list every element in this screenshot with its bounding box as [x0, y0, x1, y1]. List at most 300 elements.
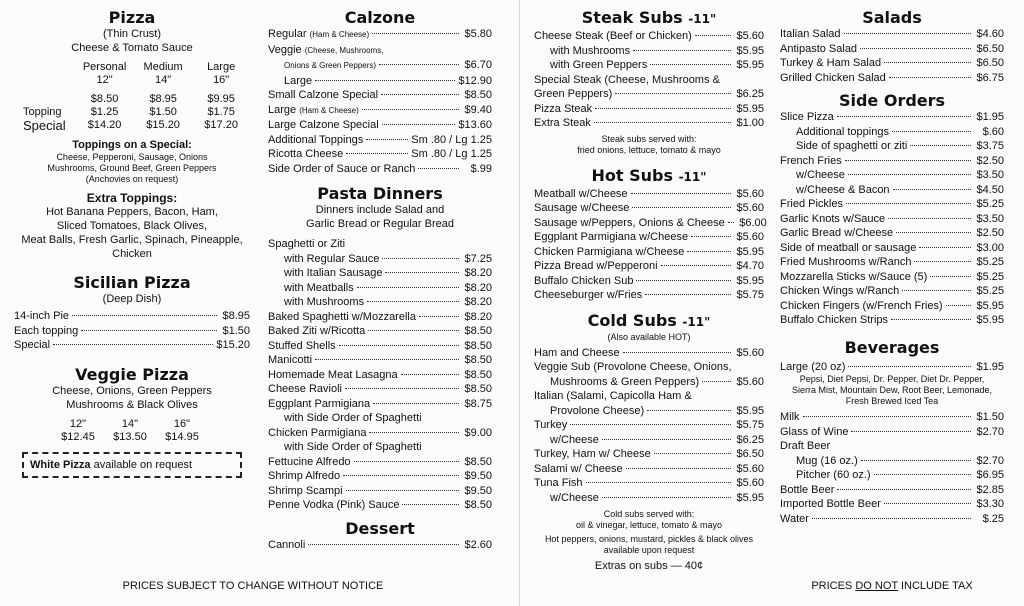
item-price: $6.00 [739, 216, 767, 229]
dot-leader [687, 250, 731, 252]
item-price: $5.75 [736, 419, 764, 431]
item-name: with Side Order of Spaghetti [284, 441, 422, 453]
item-price: $2.50 [976, 154, 1004, 167]
dot-leader [594, 121, 731, 123]
item-price: $8.20 [464, 296, 492, 308]
item-name: Buffalo Chicken Sub [534, 274, 634, 287]
menu-item [534, 375, 764, 390]
item-name: Provolone Cheese) [550, 404, 645, 417]
item-name: Eggplant Parmigiana [268, 397, 371, 410]
item-name: Mushrooms & Green Peppers) [550, 375, 700, 388]
dot-leader [874, 473, 971, 475]
item-name: Cheese Steak (Beef or Chicken) [534, 30, 692, 42]
menu-item: Large (20 oz) $1.95 [780, 360, 1004, 373]
item-price: $2.70 [976, 454, 1004, 467]
item-name: Mug (16 oz.) [796, 454, 858, 467]
item-name: w/Cheese [550, 433, 599, 446]
item-price: $8.75 [464, 397, 492, 410]
dot-leader [902, 289, 971, 291]
menu-item [268, 295, 492, 310]
cold-note: available upon request [603, 545, 695, 555]
menu-item [534, 462, 764, 477]
menu-item [534, 230, 764, 245]
dot-leader [631, 192, 731, 194]
dot-leader [623, 351, 731, 353]
item-name: w/Cheese [550, 491, 599, 504]
menu-item [534, 201, 764, 216]
sicilian-sub: (Deep Dish) [102, 293, 162, 305]
column-subs [534, 8, 767, 573]
soda-list: Sierra Mist, Mountain Dew, Root Beer, Lemonade, [791, 385, 993, 395]
item-price: $2.70 [976, 425, 1004, 438]
dot-leader [385, 271, 459, 273]
column-calzone [268, 8, 492, 552]
menu-item: 14-inch Pie $8.95 [14, 310, 250, 322]
item-name: Ham and Cheese [534, 346, 620, 359]
beverages-title: Beverages [844, 337, 940, 357]
dot-leader [914, 260, 971, 262]
dot-leader [846, 202, 971, 204]
hot-list [534, 187, 767, 303]
menu-item [780, 42, 1004, 57]
item-price: $8.20 [464, 281, 492, 294]
dot-leader [695, 34, 731, 36]
dot-leader [595, 107, 731, 109]
menu-item [780, 425, 1004, 440]
menu-item [780, 168, 1004, 183]
menu-item [268, 237, 492, 252]
topping-price: $1.25 [90, 106, 119, 118]
extra-toppings: Hot Banana Peppers, Bacon, Ham, [46, 206, 218, 218]
dot-leader [586, 481, 731, 483]
dot-leader [884, 61, 971, 63]
item-price: $5.25 [976, 256, 1004, 268]
item-price: $5.95 [736, 274, 764, 287]
steak-note: fried onions, lettuce, tomato & mayo [577, 144, 721, 155]
item-name: Fried Pickles [780, 198, 843, 210]
dot-leader [636, 279, 731, 281]
menu-item [534, 58, 764, 73]
item-price: $5.95 [736, 491, 764, 504]
item-name: Sausage w/Peppers, Onions & Cheese [534, 216, 725, 229]
menu-item [268, 498, 492, 513]
menu-item [268, 411, 492, 426]
dot-leader [346, 489, 459, 491]
topping-price: $1.50 [149, 106, 177, 118]
footer-right: PRICES DO NOT INCLUDE TAX [811, 580, 973, 592]
item-price: $1.00 [736, 117, 764, 129]
item-name: Italian (Salami, Capicolla Ham & [534, 390, 692, 402]
dot-leader [946, 304, 971, 306]
menu-item [268, 426, 492, 441]
item-price: $5.95 [976, 299, 1004, 312]
item-price: $5.60 [736, 187, 764, 200]
menu-item [780, 139, 1004, 154]
dot-leader [845, 159, 971, 161]
soda-list: Fresh Brewed Iced Tea [845, 396, 939, 406]
item-price: $3.00 [976, 241, 1004, 254]
dot-leader [803, 415, 971, 417]
cold-sub: (Also available HOT) [607, 331, 691, 342]
menu-item: Large $12.90 [284, 74, 492, 87]
menu-item: Side Order of Sauce or Ranch $.99 [268, 162, 492, 175]
steak-note: Steak subs served with: [601, 133, 697, 144]
soda-list: Pepsi, Diet Pepsi, Dr. Pepper, Diet Dr. Pepper, [799, 374, 985, 384]
special-price: $15.20 [146, 119, 180, 131]
dot-leader [401, 373, 459, 375]
column-pizza [14, 8, 250, 478]
item-price: $5.60 [736, 346, 764, 359]
dot-leader [602, 438, 731, 440]
item-price: $9.00 [464, 426, 492, 439]
dot-leader [570, 423, 731, 425]
dot-leader [848, 173, 971, 175]
item-name: French Fries [780, 154, 842, 167]
dot-leader [367, 300, 459, 302]
dot-leader [812, 517, 971, 519]
menu-item [534, 44, 764, 59]
menu-item [534, 491, 764, 506]
pasta-sub: Dinners include Salad and [315, 204, 445, 216]
item-name: with Regular Sauce [284, 252, 380, 265]
menu-item [534, 187, 764, 202]
cold-note: Cold subs served with: [603, 509, 695, 519]
item-price: $8.20 [464, 310, 492, 323]
item-name: Stuffed Shells [268, 339, 336, 352]
dot-leader [357, 286, 459, 288]
item-name: Manicotti [268, 354, 313, 366]
menu-item [780, 56, 1004, 71]
dot-leader [315, 358, 459, 360]
menu-item [534, 102, 764, 117]
item-price: $1.95 [976, 111, 1004, 123]
item-price: $8.50 [464, 368, 492, 381]
dot-leader [884, 502, 971, 504]
item-name: with Meatballs [284, 281, 354, 294]
item-name: Meatball w/Cheese [534, 187, 628, 200]
item-price: $3.50 [976, 212, 1004, 225]
special-toppings: (Anchovies on request) [85, 174, 179, 184]
menu-item: Large Calzone Special $13.60 [268, 119, 492, 131]
menu-item [780, 299, 1004, 314]
pasta-sub: Garlic Bread or Regular Bread [306, 218, 454, 230]
item-name: with Side Order of Spaghetti [284, 412, 422, 424]
item-name: Grilled Chicken Salad [780, 71, 886, 84]
sicilian-title: Sicilian Pizza [73, 273, 191, 292]
menu-item [534, 116, 764, 131]
item-price: $8.20 [464, 267, 492, 279]
item-name: Side of meatball or sausage [780, 241, 917, 254]
menu-item [780, 27, 1004, 42]
item-price: $8.50 [464, 499, 492, 511]
menu-item [780, 497, 1004, 512]
special-price: $17.20 [204, 119, 238, 131]
item-price: $5.25 [976, 270, 1004, 283]
item-name: Pitcher (60 oz.) [796, 469, 871, 481]
item-name: w/Cheese & Bacon [796, 183, 890, 196]
item-name: Water [780, 512, 809, 525]
column-salads [780, 8, 1004, 526]
item-name: Italian Salad [780, 28, 841, 40]
item-price: $8.50 [464, 383, 492, 395]
size-inches: 16" [213, 74, 230, 86]
beverage-list [780, 410, 1004, 526]
dot-leader [345, 387, 459, 389]
menu-item [780, 197, 1004, 212]
item-name: Eggplant Parmigiana w/Cheese [534, 231, 689, 243]
dot-leader [851, 430, 971, 432]
dot-leader [633, 49, 731, 51]
menu-item: Ricotta Cheese Sm .80 / Lg 1.25 [268, 148, 492, 160]
item-price: $7.25 [464, 252, 492, 265]
dot-leader [602, 496, 731, 498]
menu-item [780, 110, 1004, 125]
menu-item [268, 455, 492, 470]
menu-item [534, 259, 764, 274]
item-price: $6.75 [976, 71, 1004, 84]
item-price: $8.50 [464, 339, 492, 352]
item-name: Side of spaghetti or ziti [796, 140, 908, 152]
item-price: $4.70 [736, 260, 764, 272]
item-name: Pizza Steak [534, 102, 593, 115]
item-name: Imported Bottle Beer [780, 498, 881, 510]
menu-item [534, 245, 764, 260]
salads-list [780, 27, 1004, 85]
menu-item [780, 512, 1004, 527]
menu-item [780, 226, 1004, 241]
item-price: $5.95 [736, 404, 764, 417]
veggie-sub: Mushrooms & Black Olives [66, 398, 198, 411]
item-price: $4.60 [976, 28, 1004, 40]
special-price: $14.20 [87, 119, 122, 131]
fold-line [519, 0, 520, 606]
item-name: Green Peppers) [534, 88, 613, 100]
menu-item [534, 447, 764, 462]
size-price: $9.95 [207, 93, 235, 105]
dot-leader [369, 431, 459, 433]
item-name: Chicken Parmigiana w/Cheese [534, 245, 685, 258]
item-price: $4.50 [976, 183, 1004, 196]
menu-item [780, 468, 1004, 483]
item-name: with Italian Sausage [284, 267, 383, 279]
steak-list [534, 29, 764, 131]
size-inches: 14" [155, 74, 172, 86]
menu-item [534, 418, 764, 433]
pizza-size-table [20, 61, 250, 132]
menu-item [780, 313, 1004, 328]
dot-leader [354, 460, 459, 462]
size-inches: 12" [96, 74, 113, 86]
dot-leader [382, 257, 459, 259]
extra-toppings: Chicken [112, 248, 152, 260]
menu-item [534, 288, 764, 303]
item-price: $9.50 [464, 484, 492, 497]
sides-list [780, 110, 1004, 328]
menu-item [534, 274, 764, 289]
dessert-title: Dessert [345, 518, 415, 538]
extra-toppings: Meat Balls, Fresh Garlic, Spinach, Pineapple, [21, 234, 243, 246]
menu-item [780, 154, 1004, 169]
menu-item [780, 439, 1004, 454]
item-price: $.60 [982, 125, 1004, 138]
dot-leader [661, 264, 731, 266]
item-price: $6.50 [976, 42, 1004, 55]
item-price: $5.60 [736, 231, 764, 243]
dot-leader [343, 474, 459, 476]
menu-item [780, 71, 1004, 86]
item-name: Turkey & Ham Salad [780, 57, 882, 69]
item-price: $9.50 [464, 470, 492, 482]
menu-item [534, 73, 764, 88]
item-price: $5.60 [736, 30, 764, 42]
menu-item [268, 368, 492, 383]
item-name: Shrimp Alfredo [268, 470, 341, 482]
menu-item [268, 266, 492, 281]
item-price: $3.30 [976, 498, 1004, 510]
item-name: with Mushrooms [284, 296, 365, 308]
item-price: $6.95 [976, 469, 1004, 481]
item-name: Antipasto Salad [780, 42, 858, 55]
item-name: Penne Vodka (Pink) Sauce [268, 499, 400, 511]
size-price: $8.95 [149, 93, 177, 105]
item-price: $5.60 [736, 477, 764, 489]
item-name: Salami w/ Cheese [534, 462, 623, 475]
cold-title: Cold Subs -11" [587, 310, 711, 330]
menu-item [780, 212, 1004, 227]
special-toppings: Mushrooms, Ground Beef, Green Peppers [47, 163, 217, 173]
menu-item [268, 353, 492, 368]
item-price: $5.95 [736, 44, 764, 57]
item-name: Draft Beer [780, 440, 831, 452]
item-name: Cheese Ravioli [268, 383, 342, 395]
size-label: Personal [82, 61, 127, 73]
item-name: Spaghetti or Ziti [268, 238, 346, 250]
item-name: w/Cheese [796, 169, 845, 181]
dot-leader [919, 246, 971, 248]
item-price: $8.50 [464, 354, 492, 366]
item-price: $5.95 [736, 59, 764, 71]
menu-item [780, 454, 1004, 469]
item-name: Shrimp Scampi [268, 484, 343, 497]
item-price: $2.50 [976, 227, 1004, 239]
topping-label: Topping [23, 106, 62, 118]
topping-price: $1.75 [207, 106, 235, 118]
menu-item [268, 310, 492, 325]
item-name: Buffalo Chicken Strips [780, 314, 889, 326]
dot-leader [892, 130, 971, 132]
pizza-sauce: Cheese & Tomato Sauce [71, 42, 193, 54]
item-name: Pizza Bread w/Pepperoni [534, 260, 658, 272]
menu-item [780, 183, 1004, 198]
menu-item: Small Calzone Special $8.50 [268, 89, 492, 101]
white-pizza-label: White Pizza [30, 458, 91, 471]
item-price: $6.50 [736, 448, 764, 460]
dot-leader [654, 452, 731, 454]
menu-item [780, 255, 1004, 270]
dot-leader [691, 235, 731, 237]
item-price: $8.50 [464, 325, 492, 337]
menu-item [780, 270, 1004, 285]
item-price: $5.60 [736, 202, 764, 214]
dot-leader [702, 380, 731, 382]
dot-leader [896, 231, 971, 233]
item-price: $6.25 [736, 433, 764, 446]
item-price: $2.85 [976, 483, 1004, 496]
dot-leader [615, 92, 731, 94]
footer-left: PRICES SUBJECT TO CHANGE WITHOUT NOTICE [122, 580, 384, 592]
white-pizza-box [22, 452, 242, 478]
dot-leader [893, 188, 971, 190]
menu-item [534, 476, 764, 491]
menu-item [268, 324, 492, 339]
dot-leader [339, 344, 459, 346]
item-name: Mozzarella Sticks w/Sauce (5) [780, 270, 928, 283]
item-name: with Mushrooms [550, 44, 631, 57]
menu-item [268, 469, 492, 484]
menu-item [534, 29, 764, 44]
item-price: $3.75 [976, 140, 1004, 152]
veggie-size-table: 12" 14" 16" $12.45 $13.50 $14.95 [61, 417, 199, 443]
item-price: $5.75 [736, 289, 764, 301]
veggie-sub: Cheese, Onions, Green Peppers [52, 384, 212, 397]
dot-leader [373, 402, 459, 404]
item-name: Bottle Beer [780, 483, 835, 496]
dot-leader [889, 76, 971, 78]
salads-title: Salads [862, 8, 922, 27]
menu-item [268, 397, 492, 412]
veggie-title: Veggie Pizza [75, 364, 189, 384]
item-name: Chicken Wings w/Ranch [780, 285, 900, 297]
menu-item [268, 252, 492, 267]
item-price: $1.50 [976, 411, 1004, 423]
item-name: Milk [780, 411, 800, 423]
extras-note: Extras on subs — 40¢ [594, 560, 704, 572]
menu-item: Each topping $1.50 [14, 324, 250, 337]
menu-item [268, 484, 492, 499]
pizza-crust: (Thin Crust) [102, 28, 162, 40]
dot-leader [402, 503, 459, 505]
dot-leader [728, 221, 734, 223]
item-name: Glass of Wine [780, 425, 849, 438]
dot-leader [910, 144, 971, 146]
item-name: Turkey, Ham w/ Cheese [534, 448, 651, 460]
special-label: Special [23, 118, 66, 133]
item-name: Garlic Knots w/Sauce [780, 212, 886, 225]
calzone-title: Calzone [344, 8, 416, 27]
extra-toppings: Sliced Tomatoes, Black Olives, [56, 220, 208, 232]
menu-item: Additional Toppings Sm .80 / Lg 1.25 [268, 133, 492, 146]
item-price: $.25 [982, 512, 1004, 525]
menu-item [534, 216, 767, 231]
menu-item [268, 339, 492, 354]
dot-leader [837, 488, 971, 490]
steak-title: Steak Subs -11" [581, 8, 717, 27]
menu-item: Cannoli $2.60 [268, 538, 492, 551]
menu-item [780, 241, 1004, 256]
item-price: $5.25 [976, 198, 1004, 210]
item-name: with Green Peppers [550, 59, 648, 71]
sides-title: Side Orders [838, 91, 946, 110]
pasta-title: Pasta Dinners [317, 184, 443, 203]
item-price: $5.60 [736, 375, 764, 388]
menu-item [780, 125, 1004, 140]
cold-note: Hot peppers, onions, mustard, pickles & black olives [544, 534, 754, 544]
menu-item [268, 281, 492, 296]
dot-leader [419, 315, 459, 317]
dot-leader [860, 47, 971, 49]
item-price: $5.60 [736, 462, 764, 475]
item-name: Extra Steak [534, 117, 591, 129]
